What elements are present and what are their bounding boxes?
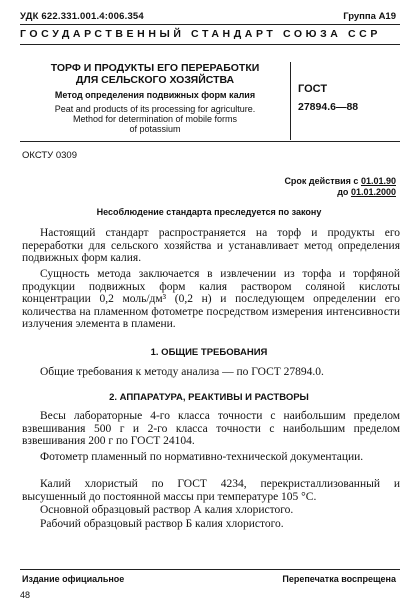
- page-number: 48: [20, 590, 31, 600]
- header-rule: [20, 44, 400, 45]
- gost-label: ГОСТ: [298, 83, 328, 95]
- section-1-title: 1. ОБЩИЕ ТРЕБОВАНИЯ: [150, 347, 268, 358]
- section-2-paragraph-5: Рабочий образцовый раствор Б калия хлористого.: [40, 518, 284, 530]
- section-1-text: Общие требования к методу анализа — по ГОСТ 27894.0.: [40, 366, 324, 378]
- legal-notice: Несоблюдение стандарта преследуется по закону: [96, 207, 322, 217]
- title-block: [24, 62, 286, 134]
- footer-rule: [20, 569, 400, 570]
- section-2-title: 2. АППАРАТУРА, РЕАКТИВЫ И РАСТВОРЫ: [109, 392, 309, 403]
- official-edition: Издание официальное: [22, 574, 125, 584]
- section-2-paragraph-4: Основной образцовый раствор А калия хлористого.: [40, 504, 294, 516]
- validity-from-date: 01.01.90: [360, 176, 396, 186]
- section-2-paragraph-3: Калий хлористый по ГОСТ 4234, перекристаллизованный и высушенный до постоянной массы при температуре 105 °С.: [22, 478, 400, 503]
- udc-code: УДК 622.331.001.4:006.354: [20, 11, 144, 22]
- intro-paragraph-2: Сущность метода заключается в извлечении из торфа и торфяной продукции подвижных форм калия раствором соляной кислоты концентрации 0,2 моль/дм³ (0,2 н) и последующем определении его количества на пламенном фотометре посредством измерения интенсивности излучения элемента в пламени.: [22, 268, 400, 331]
- state-standard-header: ГОСУДАРСТВЕННЫЙ СТАНДАРТ СОЮЗА ССР: [20, 28, 381, 40]
- group-code: Группа А19: [343, 11, 396, 22]
- title-russian: [24, 62, 286, 86]
- title-english: [24, 104, 286, 134]
- validity-from: Срок действия с 01.01.90: [284, 176, 396, 186]
- gost-number: 27894.6—88: [298, 101, 359, 113]
- intro-paragraph-1: Настоящий стандарт распространяется на торф и продукты его переработки для сельского хозяйства и устанавливает метод определения подвижных форм калия.: [22, 227, 400, 265]
- validity-to: до 01.01.2000: [337, 187, 396, 197]
- validity-period: [284, 176, 396, 198]
- title-en-line-2: Method for determination of mobile forms: [72, 114, 238, 124]
- title-divider: [290, 62, 291, 140]
- title-method: Метод определения подвижных форм калия: [54, 90, 256, 100]
- section-2-paragraph-1: Весы лабораторные 4-го класса точности с наибольшим пределом взвешивания 500 г и 2-го класса точности с наибольшим пределом взвешивания 200 г по ГОСТ 24104.: [22, 410, 400, 448]
- title-rule: [20, 141, 400, 142]
- okstu-code: ОКСТУ 0309: [22, 150, 77, 161]
- top-rule: [20, 24, 400, 25]
- reprint-prohibited: Перепечатка воспрещена: [282, 574, 396, 584]
- section-2-paragraph-2: Фотометр пламенный по нормативно-технической документации.: [40, 451, 364, 463]
- title-en-line-3: of potassium: [129, 124, 181, 134]
- validity-to-date: 01.01.2000: [350, 187, 396, 197]
- title-ru-line-1: ТОРФ И ПРОДУКТЫ ЕГО ПЕРЕРАБОТКИ: [50, 62, 260, 74]
- title-en-line-1: Peat and products of its processing for agriculture.: [54, 104, 256, 114]
- title-ru-line-2: ДЛЯ СЕЛЬСКОГО ХОЗЯЙСТВА: [75, 74, 235, 86]
